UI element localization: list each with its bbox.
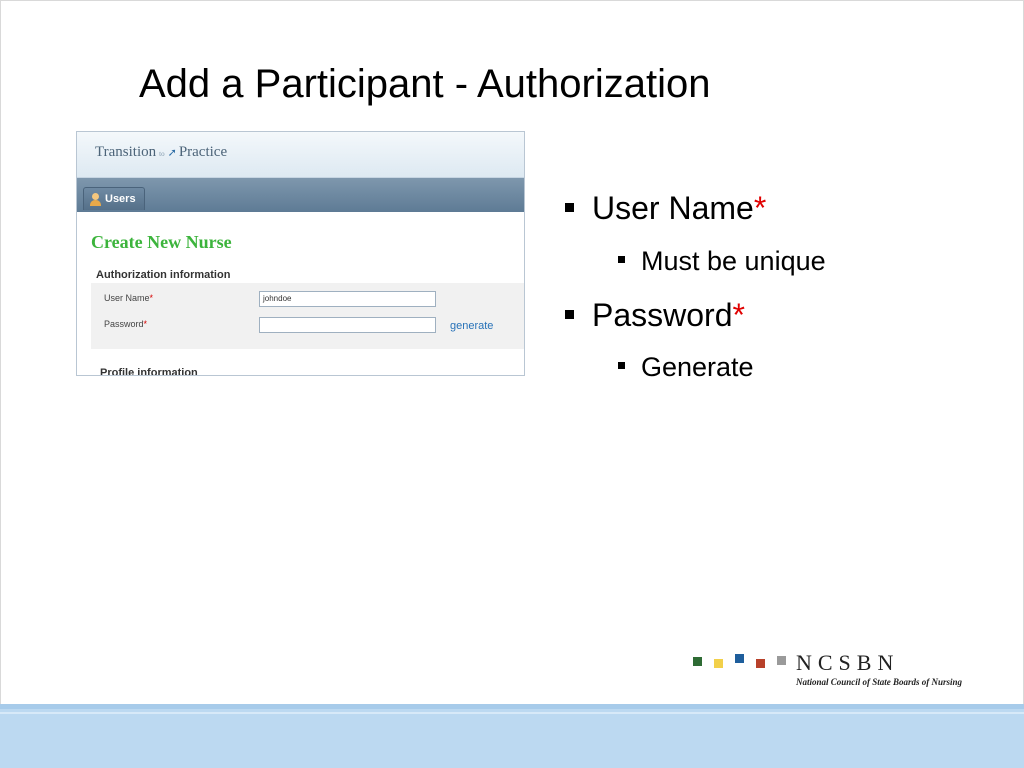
sub-bullet-text: Must be unique xyxy=(641,246,826,276)
password-label-text: Password xyxy=(104,319,144,329)
slide-title: Add a Participant - Authorization xyxy=(139,62,711,106)
username-label-text: User Name xyxy=(104,293,150,303)
user-icon xyxy=(90,193,101,206)
tab-users[interactable] xyxy=(83,187,145,210)
page-heading: Create New Nurse xyxy=(91,232,232,252)
bullet-password xyxy=(565,297,745,334)
footer-stripe xyxy=(0,712,1024,714)
sub-bullet-unique xyxy=(618,246,826,277)
required-mark: * xyxy=(143,319,148,329)
tab-users-label: Users xyxy=(105,193,136,205)
section-profile-label: Profile information xyxy=(100,367,198,376)
app-navbar xyxy=(77,178,524,212)
ncsbn-full-name: National Council of State Boards of Nursing xyxy=(796,677,963,687)
logo-arrow-icon: ➚ xyxy=(167,147,177,159)
required-mark: * xyxy=(149,293,154,303)
bullet-square-icon xyxy=(618,256,625,263)
username-label xyxy=(104,293,153,303)
ncsbn-wordmark: NCSBN xyxy=(796,650,900,675)
logo-text-right: Practice xyxy=(178,144,228,160)
section-auth-label: Authorization information xyxy=(96,269,231,281)
sub-bullet-generate xyxy=(618,352,754,383)
logo-square-icon xyxy=(756,659,765,668)
username-input[interactable]: johndoe xyxy=(259,291,436,307)
ncsbn-logo xyxy=(690,650,980,695)
logo-text-to: to xyxy=(159,150,165,158)
logo-square-icon xyxy=(714,659,723,668)
logo-square-icon xyxy=(777,656,786,665)
sub-bullet-text: Generate xyxy=(641,352,754,382)
app-header xyxy=(77,132,524,178)
required-star: * xyxy=(732,297,745,333)
transition-to-practice-logo[interactable] xyxy=(95,144,227,161)
bullet-text: User Name xyxy=(592,190,754,226)
password-input[interactable] xyxy=(259,317,436,333)
logo-text-left: Transition xyxy=(95,144,157,160)
logo-square-icon xyxy=(735,654,744,663)
bullet-square-icon xyxy=(565,310,574,319)
password-label xyxy=(104,319,147,329)
bullet-square-icon xyxy=(565,203,574,212)
required-star: * xyxy=(753,190,767,226)
bullet-square-icon xyxy=(618,362,625,369)
app-screenshot xyxy=(76,131,525,376)
footer-stripe xyxy=(0,704,1024,709)
bullet-username xyxy=(565,190,766,227)
bullet-text: Password xyxy=(592,297,733,333)
generate-link[interactable]: generate xyxy=(450,320,494,332)
logo-square-icon xyxy=(693,657,702,666)
